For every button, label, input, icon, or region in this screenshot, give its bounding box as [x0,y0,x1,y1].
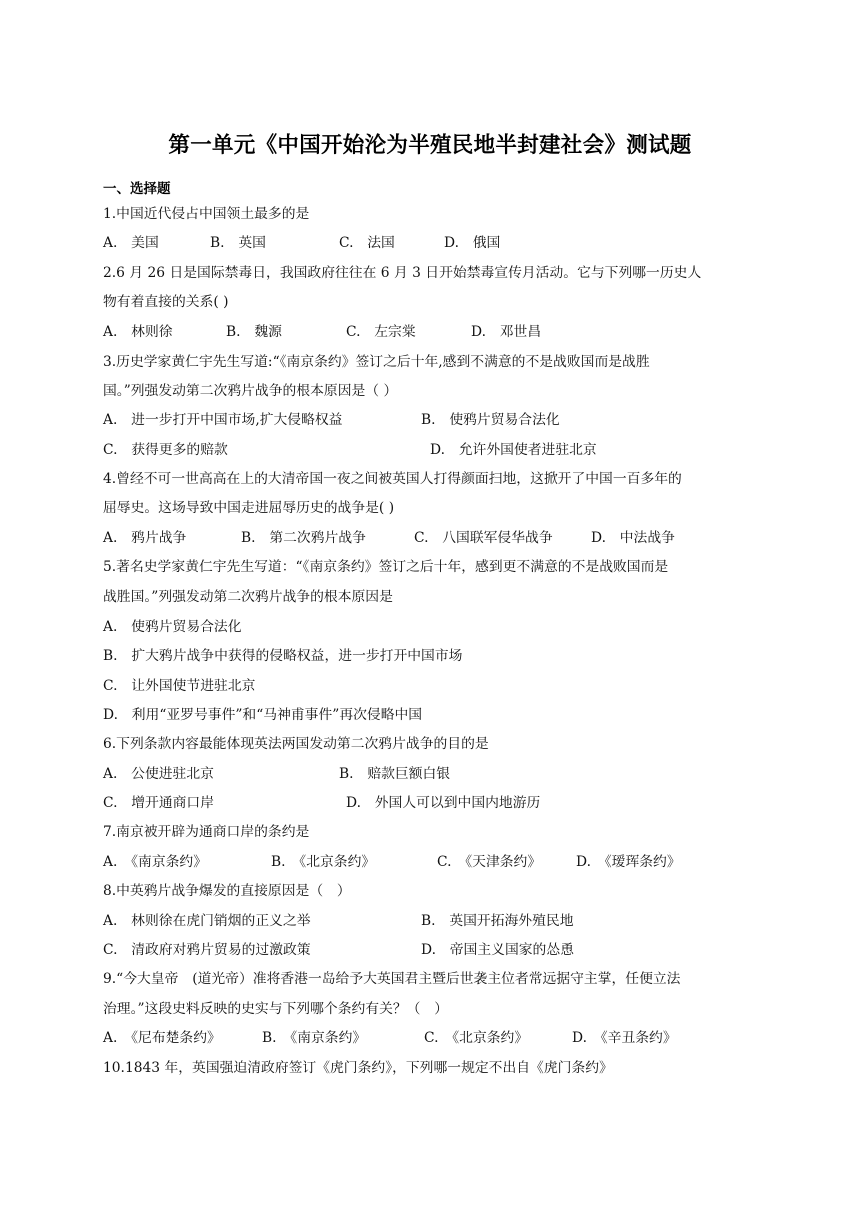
question-1-option-b: B. 英国 [210,235,266,251]
question-6-stem: 6.下列条款内容最能体现英法两国发动第二次鸦片战争的目的是 [103,736,489,752]
question-4-option-c: C. 八国联军侵华战争 [414,530,553,546]
question-1-option-c: C. 法国 [339,235,395,251]
question-3-option-a: A. 进一步打开中国市场,扩大侵略权益 [103,412,343,428]
question-4-stem-line-2: 屈辱史。这场导致中国走进屈辱历史的战争是( ) [103,500,395,516]
question-5-option-c: C. 让外国使节进驻北京 [103,678,256,694]
question-4-option-a: A. 鸦片战争 [103,530,187,546]
question-5-stem-line-2: 战胜国。”列强发动第二次鸦片战争的根本原因是 [103,589,393,605]
question-6-option-a: A. 公使进驻北京 [103,766,214,782]
question-8-option-a: A. 林则徐在虎门销烟的正义之举 [103,913,311,929]
question-1-option-d: D. 俄国 [444,235,501,251]
question-4-option-d: D. 中法战争 [591,530,675,546]
question-2-stem-line-1: 2.6 月 26 日是国际禁毒日，我国政府往往在 6 月 3 日开始禁毒宣传月活动。它与下列哪一历史人 [103,265,702,281]
question-3-option-c: C. 获得更多的赔款 [103,442,228,458]
question-6-option-c: C. 增开通商口岸 [103,795,215,811]
question-2-option-b: B. 魏源 [226,324,282,340]
question-8-option-c: C. 清政府对鸦片贸易的过激政策 [103,942,311,958]
question-7-option-d: D. 《瑷珲条约》 [576,854,681,870]
question-7-option-a: A. 《南京条约》 [103,854,208,870]
question-5-option-b: B. 扩大鸦片战争中获得的侵略权益，进一步打开中国市场 [103,648,463,664]
question-9-stem-line-1: 9.“今大皇帝 (道光帝）准将香港一岛给予大英国君主暨后世袭主位者常远据守主掌，任便立法 [103,971,681,987]
question-9-option-d: D. 《辛丑条约》 [572,1030,677,1046]
question-3-stem-line-1: 3.历史学家黄仁宇先生写道:“《南京条约》签订之后十年,感到不满意的不是战败国而是战胜 [103,354,650,370]
question-6-option-d: D. 外国人可以到中国内地游历 [346,795,541,811]
question-4-stem-line-1: 4.曾经不可一世高高在上的大清帝国一夜之间被英国人打得颜面扫地，这掀开了中国一百多年的 [103,471,682,487]
page-title: 第一单元《中国开始沦为半殖民地半封建社会》测试题 [168,133,692,158]
question-4-option-b: B. 第二次鸦片战争 [241,530,366,546]
question-8-option-d: D. 帝国主义国家的怂恿 [421,942,574,958]
question-8-option-b: B. 英国开拓海外殖民地 [421,913,574,929]
question-7-option-b: B. 《北京条约》 [271,854,376,870]
question-1-stem: 1.中国近代侵占中国领土最多的是 [103,206,310,222]
question-3-stem-line-2: 国。”列强发动第二次鸦片战争的根本原因是（ ） [103,383,398,399]
question-2-option-a: A. 林则徐 [103,324,173,340]
question-2-option-c: C. 左宗棠 [346,324,416,340]
question-1-option-a: A. 美国 [103,235,159,251]
question-7-stem: 7.南京被开辟为通商口岸的条约是 [103,824,310,840]
question-5-option-d: D. 利用“亚罗号事件”和“马神甫事件”再次侵略中国 [103,707,423,723]
question-9-option-b: B. 《南京条约》 [262,1030,367,1046]
question-2-stem-line-2: 物有着直接的关系( ) [103,294,229,310]
question-5-option-a: A. 使鸦片贸易合法化 [103,619,242,635]
question-5-stem-line-1: 5.著名史学家黄仁宇先生写道：“《南京条约》签订之后十年，感到更不满意的不是战败国而是 [103,559,669,575]
question-6-option-b: B. 赔款巨额白银 [339,766,451,782]
question-3-option-d: D. 允许外国使者进驻北京 [430,442,597,458]
question-2-option-d: D. 邓世昌 [471,324,542,340]
question-7-option-c: C. 《天津条约》 [437,854,542,870]
question-9-stem-line-2: 治理。”这段史料反映的史实与下列哪个条约有关？（ ） [103,1001,449,1017]
question-8-stem: 8.中英鸦片战争爆发的直接原因是（ ） [103,883,351,899]
section-heading: 一、选择题 [103,181,171,197]
question-3-option-b: B. 使鸦片贸易合法化 [421,412,560,428]
question-9-option-c: C. 《北京条约》 [424,1030,529,1046]
question-9-option-a: A. 《尼布楚条约》 [103,1030,221,1046]
question-10-stem: 10.1843 年，英国强迫清政府签订《虎门条约》，下列哪一规定不出自《虎门条约》 [103,1060,613,1076]
